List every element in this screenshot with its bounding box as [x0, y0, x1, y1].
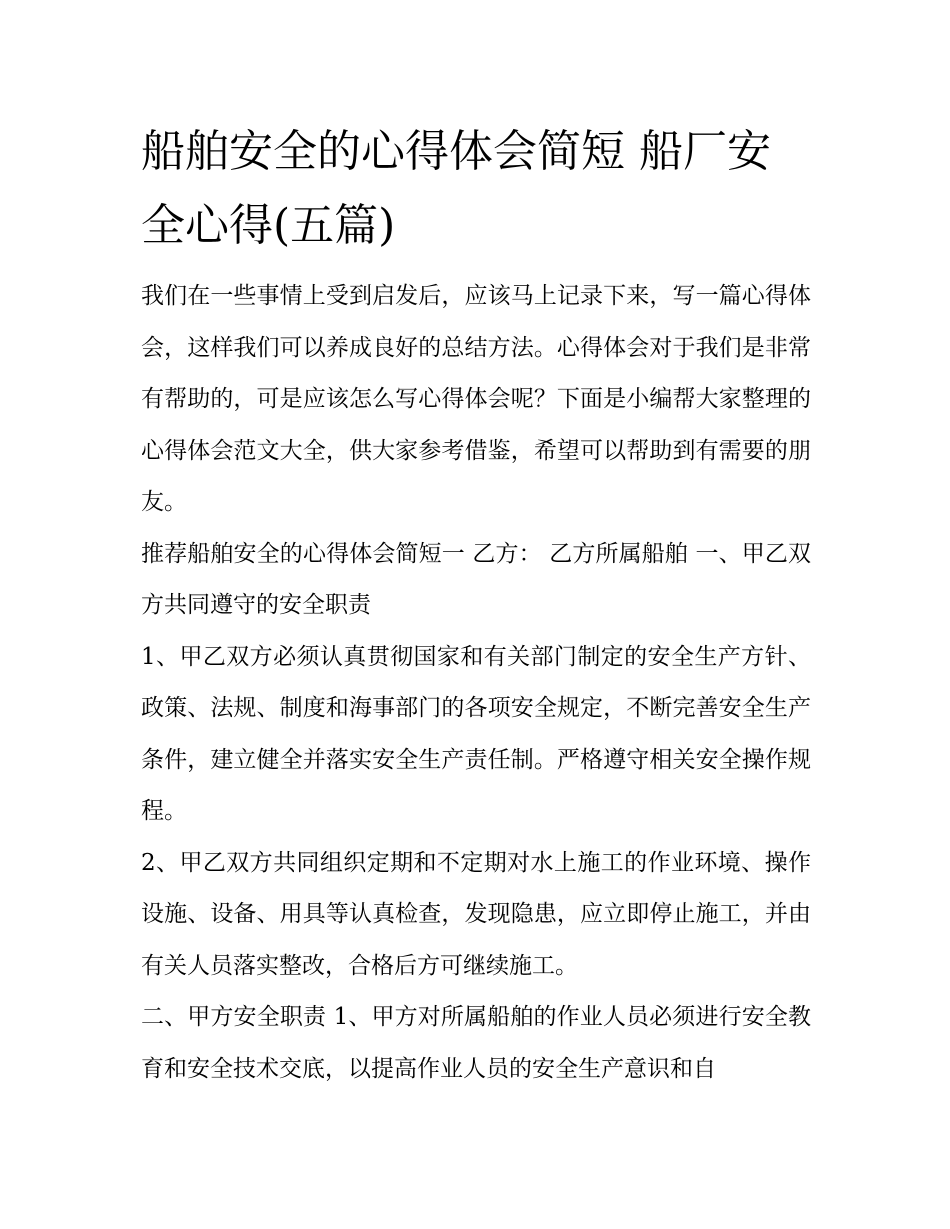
document-body — [141, 271, 811, 1095]
document-title: 船舶安全的心得体会简短 船厂安全心得(五篇) — [141, 126, 771, 251]
paragraph-item-2: 2、甲乙双方共同组织定期和不定期对水上施工的作业环境、操作设施、设备、用具等认真检查，发现隐患，应立即停止施工，并由有关人员落实整改，合格后方可继续施工。 — [141, 849, 811, 979]
paragraph-item-1: 1、甲乙双方必须认真贯彻国家和有关部门制定的安全生产方针、政策、法规、制度和海事部门的各项安全规定，不断完善安全生产条件，建立健全并落实安全生产责任制。严格遵守相关安全操作规程。 — [141, 643, 811, 824]
paragraph-party-a-duties: 二、甲方安全职责 1、甲方对所属船舶的作业人员必须进行安全教育和安全技术交底，以提高作业人员的安全生产意识和自 — [141, 1004, 811, 1082]
paragraph-section-heading: 推荐船舶安全的心得体会简短一 乙方： 乙方所属船舶 一、甲乙双方共同遵守的安全职责 — [141, 540, 811, 618]
document-content — [141, 115, 811, 1095]
paragraph-intro: 我们在一些事情上受到启发后，应该马上记录下来，写一篇心得体会，这样我们可以养成良好的总结方法。心得体会对于我们是非常有帮助的，可是应该怎么写心得体会呢？下面是小编帮大家整理的心得体会范文大全，供大家参考借鉴，希望可以帮助到有需要的朋友。 — [141, 283, 811, 515]
